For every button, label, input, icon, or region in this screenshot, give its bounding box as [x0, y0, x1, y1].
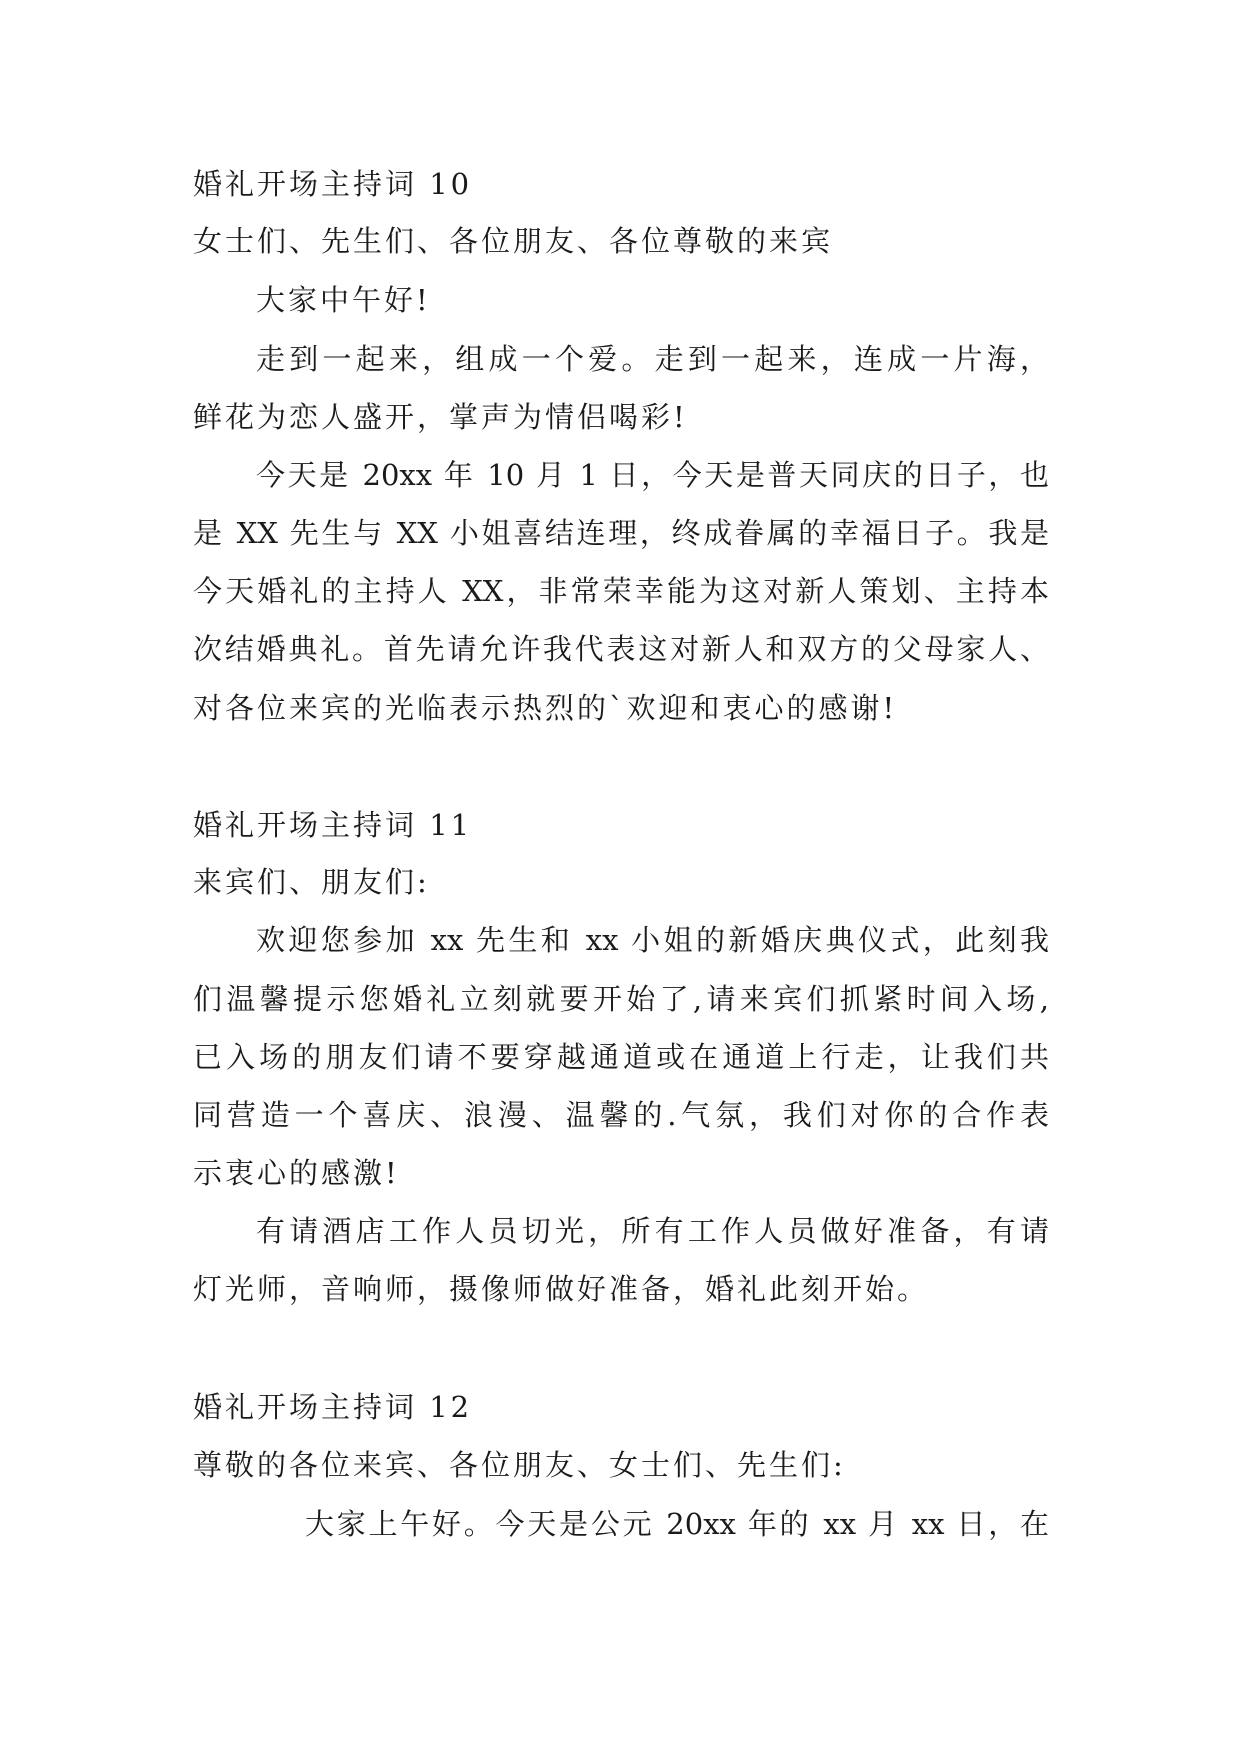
paragraph-line: 走到一起来，组成一个爱。走到一起来，连成一片海，	[256, 342, 1049, 376]
paragraph-line: 今天是 20xx 年 10 月 1 日，今天是普天同庆的日子，也	[256, 458, 1049, 492]
salutation: 女士们、先生们、各位朋友、各位尊敬的来宾	[193, 224, 834, 258]
paragraph-line: 对各位来宾的光临表示热烈的`欢迎和衷心的感谢!	[193, 691, 898, 725]
section-title: 婚礼开场主持词 12	[193, 1390, 473, 1424]
paragraph-line: 次结婚典礼。首先请允许我代表这对新人和双方的父母家人、	[193, 632, 1049, 666]
paragraph-line: 同营造一个喜庆、浪漫、温馨的.气氛，我们对你的合作表	[193, 1098, 1049, 1132]
paragraph-line: 是 XX 先生与 XX 小姐喜结连理，终成眷属的幸福日子。我是	[193, 516, 1049, 550]
paragraph-line: 示衷心的感激!	[193, 1156, 400, 1190]
section-title: 婚礼开场主持词 10	[193, 167, 473, 201]
section-title: 婚礼开场主持词 11	[193, 808, 473, 842]
paragraph-line: 灯光师，音响师，摄像师做好准备，婚礼此刻开始。	[193, 1272, 930, 1306]
paragraph-line: 鲜花为恋人盛开，掌声为情侣喝彩!	[193, 400, 688, 434]
paragraph-line: 欢迎您参加 xx 先生和 xx 小姐的新婚庆典仪式，此刻我	[256, 923, 1049, 957]
paragraph-line: 大家上午好。今天是公元 20xx 年的 xx 月 xx 日，在	[305, 1507, 1049, 1541]
paragraph-line: 大家中午好!	[256, 283, 431, 317]
salutation: 尊敬的各位来宾、各位朋友、女士们、先生们:	[193, 1448, 846, 1482]
salutation: 来宾们、朋友们:	[193, 865, 430, 899]
paragraph-line: 已入场的朋友们请不要穿越通道或在通道上行走，让我们共	[193, 1040, 1049, 1074]
paragraph-line: 们温馨提示您婚礼立刻就要开始了,请来宾们抓紧时间入场,	[193, 982, 1049, 1016]
paragraph-line: 今天婚礼的主持人 XX，非常荣幸能为这对新人策划、主持本	[193, 574, 1049, 608]
paragraph-line: 有请酒店工作人员切光，所有工作人员做好准备，有请	[256, 1214, 1049, 1248]
